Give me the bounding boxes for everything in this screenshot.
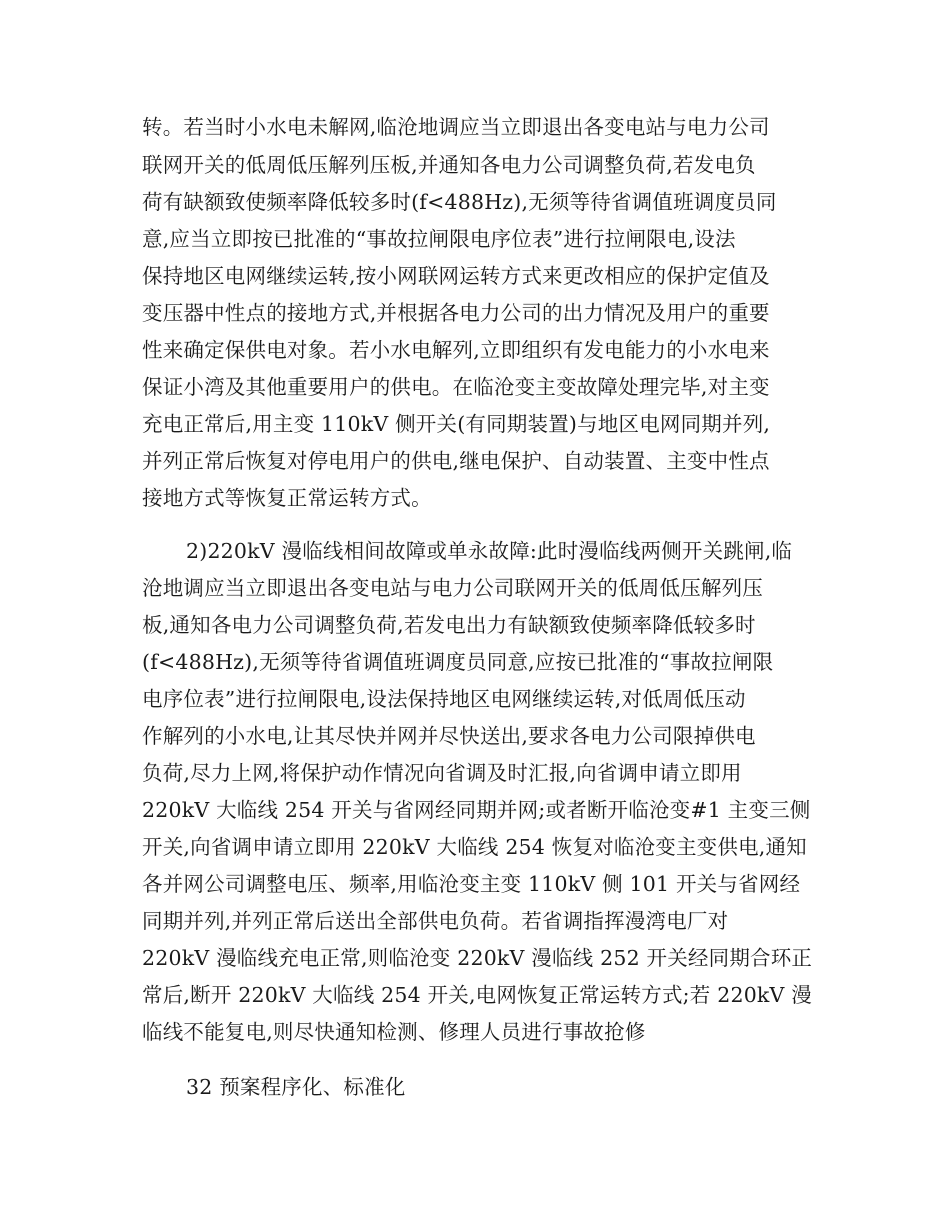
- text-line: 同期并列,并列正常后送出全部供电负荷。若省调指挥漫湾电厂对: [142, 909, 729, 933]
- text-line: 意,应当立即按已批准的“事故拉闸限电序位表”进行拉闸限电,设法: [142, 227, 736, 251]
- text-line: 荷有缺额致使频率降低较多时(f<488Hz),无须等待省调值班调度员同: [142, 190, 777, 214]
- text-line: (f<488Hz),无须等待省调值班调度员同意,应按已批准的“事故拉闸限: [142, 650, 774, 674]
- text-line: 接地方式等恢复正常运转方式。: [142, 486, 432, 510]
- text-line: 并列正常后恢复对停电用户的供电,继电保护、自动装置、主变中性点: [142, 449, 770, 473]
- text-line: 220kV 大临线 254 开关与省网经同期并网;或者断开临沧变#1 主变三侧: [142, 798, 811, 822]
- text-line: 负荷,尽力上网,将保护动作情况向省调及时汇报,向省调申请立即用: [142, 761, 742, 785]
- text-line: 沧地调应当立即退出各变电站与电力公司联网开关的低周低压解列压: [142, 576, 763, 600]
- text-line: 保证小湾及其他重要用户的供电。在临沧变主变故障处理完毕,对主变: [142, 375, 770, 399]
- text-line: 保持地区电网继续运转,按小网联网运转方式来更改相应的保护定值及: [142, 264, 770, 288]
- text-line: 板,通知各电力公司调整负荷,若发电出力有缺额致使频率降低较多时: [142, 613, 756, 637]
- text-line: 各并网公司调整电压、频率,用临沧变主变 110kV 侧 101 开关与省网经: [142, 872, 801, 896]
- text-line: 开关,向省调申请立即用 220kV 大临线 254 恢复对临沧变主变供电,通知: [142, 835, 807, 859]
- text-line: 联网开关的低周低压解列压板,并通知各电力公司调整负荷,若发电负: [142, 153, 756, 177]
- text-line: 转。若当时小水电未解网,临沧地调应当立即退出各变电站与电力公司: [142, 115, 770, 139]
- text-line: 性来确定保供电对象。若小水电解列,立即组织有发电能力的小水电来: [142, 338, 770, 362]
- text-line: 2)220kV 漫临线相间故障或单永故障:此时漫临线两侧开关跳闸,临: [186, 539, 793, 563]
- text-line: 电序位表”进行拉闸限电,设法保持地区电网继续运转,对低周低压动: [142, 687, 746, 711]
- section-heading: 32 预案程序化、标准化: [186, 1075, 406, 1099]
- text-line: 变压器中性点的接地方式,并根据各电力公司的出力情况及用户的重要: [142, 301, 770, 325]
- text-line: 220kV 漫临线充电正常,则临沧变 220kV 漫临线 252 开关经同期合环正: [142, 946, 813, 970]
- text-line: 作解列的小水电,让其尽快并网并尽快送出,要求各电力公司限掉供电: [142, 724, 756, 748]
- text-line: 临线不能复电,则尽快通知检测、修理人员进行事故抢修: [142, 1020, 646, 1044]
- text-line: 常后,断开 220kV 大临线 254 开关,电网恢复正常运转方式;若 220kV 漫: [142, 983, 812, 1007]
- text-line: 充电正常后,用主变 110kV 侧开关(有同期装置)与地区电网同期并列,: [142, 412, 771, 436]
